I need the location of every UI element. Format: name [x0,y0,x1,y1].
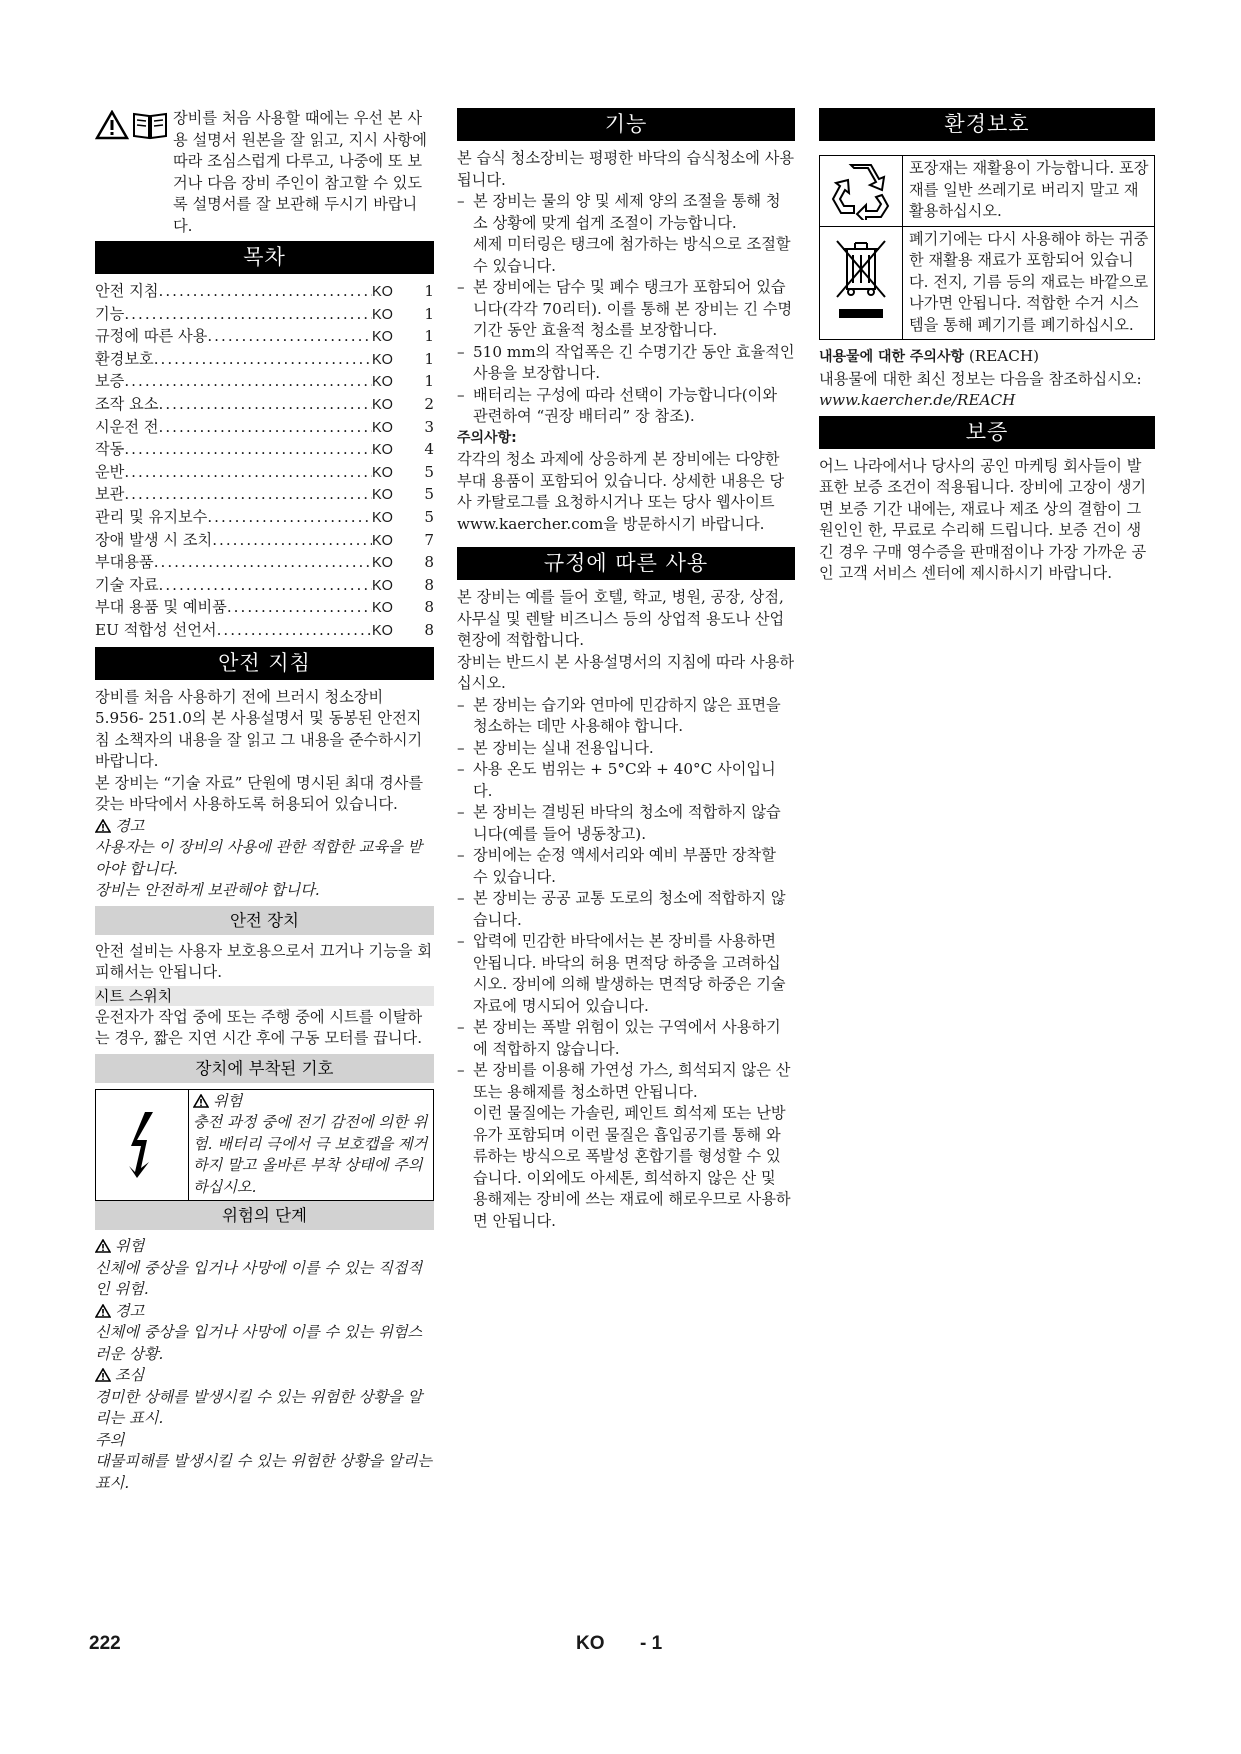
toc-leader-dots [124,462,372,484]
safety-warning-text-1: 사용자는 이 장비의 사용에 관한 적합한 교육을 받아야 합니다. [95,838,423,878]
toc-item[interactable] [95,597,434,620]
symbols-heading: 장치에 부착된 기호 [95,1054,434,1083]
toc-item-language: KO [372,487,393,504]
footer-section-page: - 1 [640,1633,663,1654]
warning-triangle-icon [95,819,111,833]
proper-use-bullet-extra: 이런 물질에는 가솔린, 페인트 희석제 또는 난방유가 포함되며 이런 물질은 흡입공기를 통해 와류하는 방식으로 폭발성 혼합기를 형성할 수 있습니다. 이외에도 아세톤, 희석하지 않은 산 및 용해제는 장비에 쓰는 재료에 해로우므로 사용하면 안됩니다. [473,1104,791,1230]
danger-levels-list [95,1236,434,1494]
disposal-text: 폐기기에는 다시 사용해야 하는 귀중한 재활용 재료가 포함되어 있습니다. 전지, 기름 등의 재료는 바깥으로 나가면 안됩니다. 적합한 수거 시스템을 통해 폐기기를 폐기하십시오. [909,229,1149,334]
symbol-text-cell: 위험 충전 과정 중에 전기 감전에 의한 위험. 배터리 극에서 극 보호캡을 제거하지 말고 올바른 부착 상태에 주의하십시오. [189,1090,433,1201]
toc-item[interactable] [95,484,434,507]
intro-icons [95,110,169,140]
crossed-bin-icon [833,235,889,331]
function-note-text: 각각의 청소 과제에 상응하게 본 장비에는 다양한 부대 용품이 포함되어 있습니다. 상세한 내용은 당사 카탈로그를 요청하시거나 또는 당사 웹사이트 www.kaercher.com을 방문하시기 바랍니다. [457,450,785,533]
function-bullet-extra: 세제 미터링은 탱크에 첨가하는 방식으로 조절할 수 있습니다. [473,235,791,275]
toc-item-page: 8 [424,553,434,572]
disposal-icon-cell [820,227,903,340]
toc-item-language: KO [372,555,393,572]
electric-shock-icon [125,1110,159,1180]
toc-item-title: 관리 및 유지보수 [95,507,208,526]
warning-triangle-icon [95,1304,111,1318]
level-text: 신체에 중상을 입거나 사망에 이를 수 있는 위험스러운 상황. [95,1323,423,1363]
toc-item-language: KO [372,509,393,526]
toc-item-page: 5 [424,462,434,481]
toc-item-title: 안전 지침 [95,282,159,300]
environment-heading: 환경보호 [819,108,1155,141]
proper-use-bullet: – 본 장비는 폭발 위험이 있는 구역에서 사용하기에 적합하지 않습니다. [457,1017,795,1060]
toc-leader-dots [217,620,372,642]
toc-item[interactable] [95,281,434,304]
reach-text: 내용물에 대한 최신 정보는 다음을 참조하십시오: [819,369,1142,388]
toc-item-title: 기술 자료 [95,575,159,594]
seat-switch-heading: 시트 스위치 [95,986,434,1006]
toc-leader-dots [227,597,372,619]
proper-use-bullet: – 본 장비는 실내 전용입니다. [457,738,795,760]
toc-item-page: 1 [424,304,434,323]
toc-leader-dots [207,326,372,348]
safety-devices-heading: 안전 장치 [95,906,434,935]
toc-leader-dots [124,371,372,393]
toc-item-language: KO [372,329,393,346]
toc-item[interactable] [95,349,434,372]
toc-leader-dots [124,439,372,461]
toc-item[interactable] [95,326,434,349]
proper-use-bullet: – 사용 온도 범위는 + 5°C와 + 40°C 사이입니다. [457,759,795,802]
danger-levels-heading: 위험의 단계 [95,1201,434,1230]
toc-leader-dots [124,484,372,506]
toc-leader-dots [159,575,372,597]
level-label: 주의 [95,1430,125,1449]
toc-item[interactable] [95,575,434,598]
toc-item-language: KO [372,577,393,594]
symbol-icon-cell [96,1090,189,1201]
toc-item-language: KO [372,306,393,323]
symbol-table [95,1089,434,1202]
toc-item-title: EU 적합성 선언서 [95,620,217,639]
level-text: 신체에 중상을 입거나 사망에 이를 수 있는 직접적인 위험. [95,1258,423,1298]
proper-use-paragraph-1: 본 장비는 예를 들어 호텔, 학교, 병원, 공장, 상점, 사무실 및 렌탈 비즈니스 등의 상업적 용도나 산업 현장에 적합합니다. [457,588,785,649]
toc-item-language: KO [372,396,393,413]
symbol-text: 충전 과정 중에 전기 감전에 의한 위험. 배터리 극에서 극 보호캡을 제거하지 말고 올바른 부착 상태에 주의하십시오. [193,1113,428,1196]
warning-triangle-icon [95,1239,111,1253]
toc-item-page: 3 [424,417,434,436]
toc-item-language: KO [372,284,393,300]
function-bullet: – 배터리는 구성에 따라 선택이 가능합니다(이와 관련하여 “권장 배터리” 장 참조). [457,385,795,428]
toc-item-title: 보증 [95,372,125,391]
toc-item-title: 기능 [95,304,125,323]
warning-triangle-icon [95,1368,111,1382]
toc-leader-dots [159,281,372,303]
column-right [819,108,1155,585]
toc-item[interactable] [95,530,434,553]
toc-leader-dots [154,552,372,574]
proper-use-paragraph-2: 장비는 반드시 본 사용설명서의 지침에 따라 사용하십시오. [457,652,795,692]
function-bullet: – 510 mm의 작업폭은 긴 수명기간 동안 효율적인 사용을 보장합니다. [457,342,795,385]
toc-list [95,281,434,643]
toc-item[interactable] [95,462,434,485]
toc-item-language: KO [372,442,393,459]
footer-page-number: 222 [89,1633,121,1654]
column-left [95,108,434,1494]
toc-item[interactable] [95,304,434,327]
toc-item[interactable] [95,552,434,575]
safety-warning-text-2: 장비는 안전하게 보관해야 합니다. [95,881,320,899]
toc-item-title: 시운전 전 [95,417,159,436]
toc-item-language: KO [372,532,393,549]
level-label: 위험 [115,1237,145,1255]
toc-item[interactable] [95,507,434,530]
recycle-icon-cell [820,156,903,226]
proper-use-bullet: – 본 장비는 결빙된 바닥의 청소에 적합하지 않습니다(예를 들어 냉동창고). [457,802,795,845]
toc-item-language: KO [372,351,393,368]
toc-item-page: 1 [424,372,434,391]
proper-use-bullet: – 본 장비는 공공 교통 도로의 청소에 적합하지 않습니다. [457,888,795,931]
safety-paragraph-1: 장비를 처음 사용하기 전에 브러시 청소장비 5.956- 251.0의 본 사용설명서 및 동봉된 안전지침 소책자의 내용을 잘 읽고 그 내용을 준수하시기 바랍니다. [95,687,423,770]
reach-link[interactable]: www.kaercher.de/REACH [819,391,1016,409]
proper-use-bullet: – 압력에 민감한 바닥에서는 본 장비를 사용하면 안됩니다. 바닥의 허용 면적당 하중을 고려하십시오. 장비에 의해 발생하는 면적당 하중은 기술 자료에 명시되어 있습니다. [457,931,795,1017]
environment-table [819,155,1155,340]
toc-item-title: 작동 [95,440,125,459]
toc-leader-dots [212,530,372,552]
toc-item-page: 5 [424,507,434,526]
safety-warning-label: 경고 [95,816,434,838]
safety-devices-text: 안전 설비는 사용자 보호용으로서 끄거나 기능을 회피해서는 안됩니다. [95,941,433,981]
toc-item[interactable] [95,417,434,440]
toc-leader-dots [124,304,372,326]
warranty-heading: 보증 [819,416,1155,449]
toc-item-page: 8 [424,620,434,639]
intro-block [95,108,434,237]
level-label: 조심 [115,1366,145,1384]
toc-leader-dots [154,349,372,371]
proper-use-heading: 규정에 따른 사용 [457,547,795,580]
function-bullet: – 본 장비에는 담수 및 폐수 탱크가 포함되어 있습니다(각각 70리터). 이를 통해 본 장비는 긴 수명기간 동안 효율적 청소를 보장합니다. [457,277,795,342]
toc-item-title: 규정에 따른 사용 [95,327,208,346]
toc-heading: 목차 [95,241,434,274]
toc-item-title: 환경보호 [95,349,154,368]
level-text: 대물피해를 발생시킬 수 있는 위험한 상황을 알리는 표시. [95,1452,433,1492]
reach-heading: 내용물에 대한 주의사항 (REACH) [819,347,1040,365]
function-intro: 본 습식 청소장비는 평평한 바닥의 습식청소에 사용됩니다. [457,149,795,189]
level-text: 경미한 상해를 발생시킬 수 있는 위험한 상황을 알리는 표시. [95,1387,423,1427]
toc-item-page: 5 [424,485,434,504]
proper-use-bullet: – 장비에는 순정 액세서리와 예비 부품만 장착할 수 있습니다. [457,845,795,888]
toc-item-page: 2 [424,394,434,413]
toc-item[interactable] [95,371,434,394]
toc-leader-dots [159,417,372,439]
footer-language: KO [576,1633,605,1654]
toc-item-title: 부대용품 [95,553,154,572]
toc-item-language: KO [372,464,393,481]
toc-item-language: KO [372,419,393,436]
function-bullet: – 본 장비는 물의 양 및 세제 양의 조절을 통해 청소 상황에 맞게 쉽게 조절이 가능합니다. [457,191,795,234]
warning-triangle-icon [193,1094,209,1108]
toc-item-language: KO [372,600,393,617]
function-note-label: 주의사항: [457,429,517,446]
toc-item[interactable] [95,620,434,643]
toc-item-title: 조작 요소 [95,394,159,413]
warranty-text: 어느 나라에서나 당사의 공인 마케팅 회사들이 발표한 보증 조건이 적용됩니다. 장비에 고장이 생기면 보증 기간 내에는, 재료나 제조 상의 결함이 그 원인인 한, 무료로 수리해 드립니다. 보증 건이 생긴 경우 구매 영수증을 판매점이나 가장 가까운 공인 고객 서비스 센터에 제시하시기 바랍니다. [819,456,1147,582]
toc-item-page: 1 [424,282,434,300]
toc-item[interactable] [95,439,434,462]
manual-book-icon [131,110,169,140]
toc-item-page: 1 [424,327,434,346]
toc-item-title: 운반 [95,462,125,481]
toc-item-title: 부대 용품 및 예비품 [95,598,227,617]
toc-item-language: KO [372,622,393,639]
toc-item[interactable] [95,394,434,417]
recycle-row [820,156,1154,226]
safety-heading: 안전 지침 [95,647,434,680]
level-label: 경고 [115,1301,145,1320]
safety-paragraph-2: 본 장비는 “기술 자료” 단원에 명시된 최대 경사를 갖는 바닥에서 사용하도록 허용되어 있습니다. [95,773,424,813]
recycle-icon [830,162,892,220]
toc-item-title: 보관 [95,485,125,504]
seat-switch-text: 운전자가 작업 중에 또는 주행 중에 시트를 이탈하는 경우, 짧은 지연 시간 후에 구동 모터를 끕니다. [95,1007,423,1047]
disposal-row [820,226,1154,340]
warning-triangle-icon [95,110,129,140]
toc-item-page: 1 [424,349,434,368]
toc-leader-dots [207,507,372,529]
function-heading: 기능 [457,108,795,141]
column-middle [457,108,795,1232]
toc-leader-dots [159,394,372,416]
proper-use-bullet: – 본 장비를 이용해 가연성 가스, 희석되지 않은 산 또는 용해제를 청소하면 안됩니다. [457,1060,795,1103]
intro-text: 장비를 처음 사용할 때에는 우선 본 사용 설명서 원본을 잘 읽고, 지시 사항에 따라 조심스럽게 다루고, 나중에 또 보거나 다음 장비 주인이 참고할 수 있도록 설명서를 잘 보관해 두시기 바랍니다. [173,109,427,235]
toc-item-title: 장애 발생 시 조치 [95,530,213,549]
toc-item-page: 4 [424,440,434,459]
proper-use-bullet: – 본 장비는 습기와 연마에 민감하지 않은 표면을 청소하는 데만 사용해야 합니다. [457,695,795,738]
recycle-text: 포장재는 재활용이 가능합니다. 포장재를 일반 쓰레기로 버리지 말고 재활용하십시오. [909,159,1149,220]
toc-item-page: 8 [424,598,434,617]
toc-item-page: 7 [424,530,434,549]
toc-item-language: KO [372,374,393,391]
toc-item-page: 8 [424,575,434,594]
